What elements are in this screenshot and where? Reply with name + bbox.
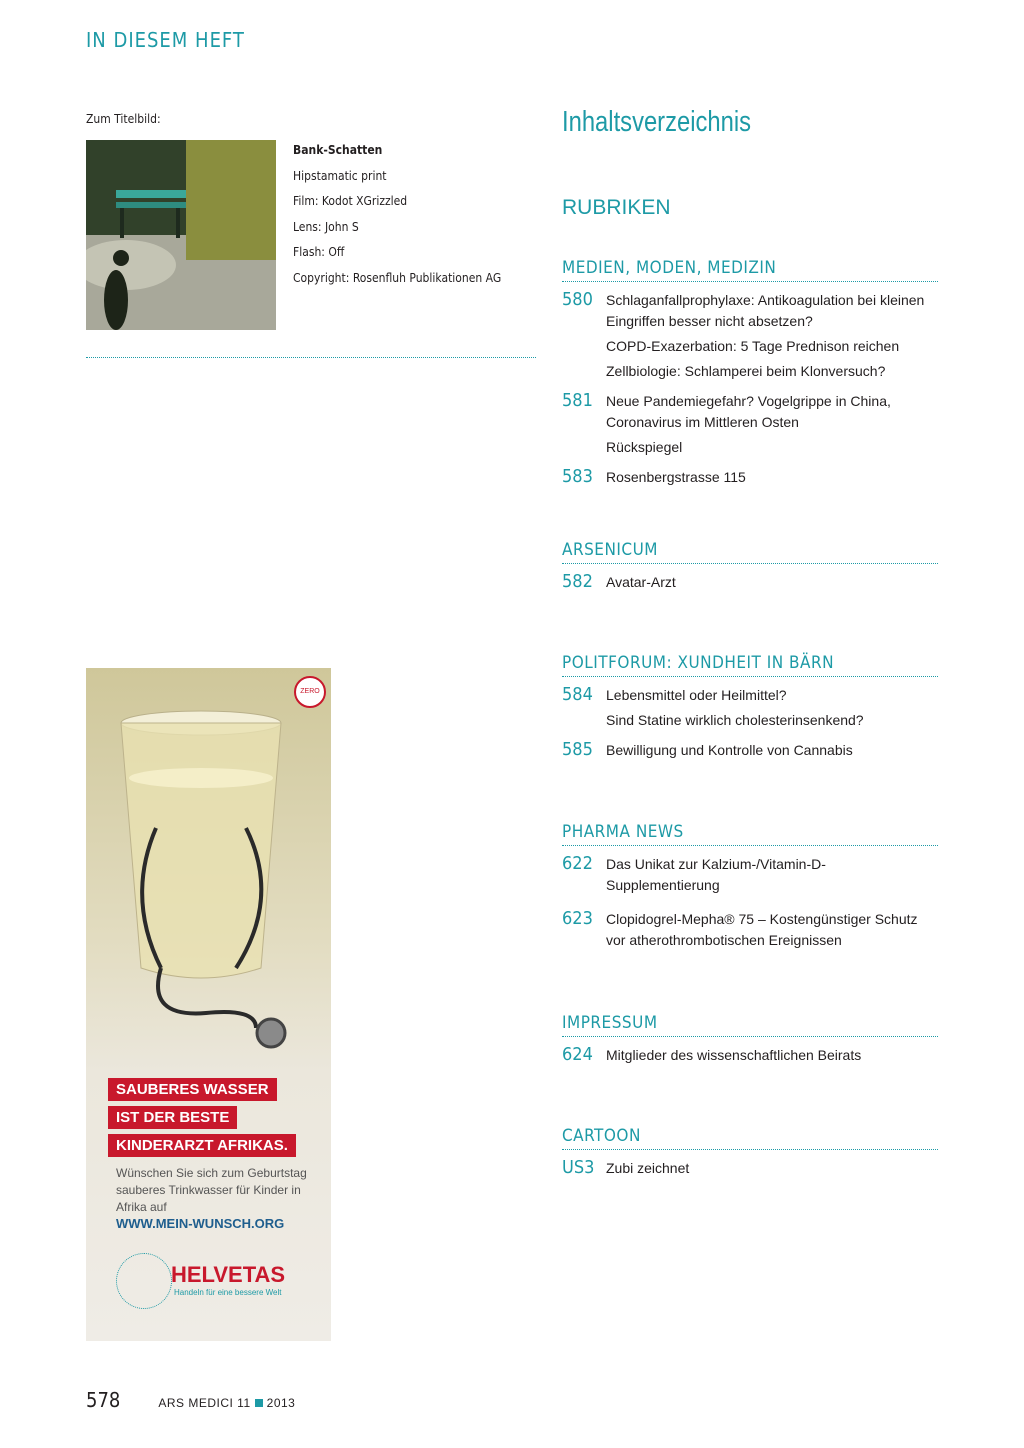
cover-info: [293, 138, 501, 292]
toc-section: [562, 1126, 938, 1188]
entry-title: COPD-Exazerbation: 5 Tage Prednison reichen: [606, 338, 900, 354]
entry-title: Zubi zeichnet: [606, 1160, 690, 1176]
entry-title: Clopidogrel-Mepha® 75 – Kostengünstiger Schutz vor atherothrombotischen Ereignissen: [606, 911, 918, 948]
toc-section: [562, 822, 938, 960]
toc-section: [562, 258, 938, 497]
entry-title: Bewilligung und Kontrolle von Cannabis: [606, 742, 853, 758]
section-heading: CARTOON: [562, 1126, 938, 1150]
toc-entry[interactable]: [562, 740, 938, 765]
entry-title: Zellbiologie: Schlamperei beim Klonversuch?: [606, 363, 886, 379]
ad-headline: SAUBERES WASSER: [108, 1078, 277, 1101]
toc-entry[interactable]: [562, 854, 938, 900]
zero-badge-icon: ZERO: [294, 676, 326, 708]
toc-section: [562, 653, 938, 770]
ad-headline: IST DER BESTE: [108, 1106, 237, 1129]
toc-entry[interactable]: [562, 909, 938, 955]
toc-subtitle: RUBRIKEN: [562, 196, 671, 219]
water-glass-illustration: [86, 668, 331, 1148]
section-heading: POLITFORUM: XUNDHEIT IN BÄRN: [562, 653, 938, 677]
journal-title: ARS MEDICI 11: [158, 1396, 251, 1410]
toc-entry[interactable]: [562, 391, 938, 462]
journal-name: [158, 1396, 295, 1410]
page-number: 624: [562, 1044, 593, 1065]
cover-title: Bank-Schatten: [293, 143, 383, 157]
toc-title: Inhaltsverzeichnis: [562, 106, 752, 138]
page-number: 585: [562, 739, 593, 760]
entry-title: Avatar-Arzt: [606, 574, 676, 590]
page-number: 580: [562, 289, 593, 310]
page-number: 582: [562, 571, 593, 592]
page-number: 578: [86, 1388, 121, 1412]
ad-headline: KINDERARZT AFRIKAS.: [108, 1134, 296, 1157]
entry-title: Mitglieder des wissenschaftlichen Beirats: [606, 1047, 862, 1063]
divider: [86, 357, 536, 358]
entry-title: Schlaganfallprophylaxe: Antikoagulation bei kleinen Eingriffen besser nicht absetzen?: [606, 292, 925, 329]
page-number: US3: [562, 1157, 595, 1178]
section-header: IN DIESEM HEFT: [86, 28, 245, 52]
toc-entry[interactable]: [562, 1158, 938, 1183]
toc-entry[interactable]: [562, 685, 938, 735]
toc-entry[interactable]: [562, 467, 938, 492]
toc-entry[interactable]: [562, 572, 938, 597]
entry-title: Rückspiegel: [606, 439, 683, 455]
page-number: 584: [562, 684, 593, 705]
globe-icon: [116, 1253, 172, 1309]
section-heading: PHARMA NEWS: [562, 822, 938, 846]
journal-year: 2013: [266, 1396, 296, 1410]
toc-entry[interactable]: [562, 290, 938, 386]
page-number: 622: [562, 853, 593, 874]
entry-title: Rosenbergstrasse 115: [606, 469, 746, 485]
cover-line: Copyright: Rosenfluh Publikationen AG: [293, 270, 502, 285]
entry-title: Lebensmittel oder Heilmittel?: [606, 687, 787, 703]
page-number: 623: [562, 908, 593, 929]
ad-url-link[interactable]: WWW.MEIN-WUNSCH.ORG: [116, 1216, 285, 1231]
cover-photo: [86, 140, 276, 330]
cover-line: Lens: John S: [293, 219, 359, 234]
section-heading: IMPRESSUM: [562, 1013, 938, 1037]
ad-text: Wünschen Sie sich zum Geburtstag sauberes Trinkwasser für Kinder in Afrika auf: [116, 1166, 307, 1214]
brand-tagline: Handeln für eine bessere Welt: [174, 1288, 282, 1297]
page-number: 581: [562, 390, 593, 411]
advertisement[interactable]: [86, 668, 331, 1341]
toc-section: [562, 1013, 938, 1075]
section-heading: ARSENICUM: [562, 540, 938, 564]
entry-title: Sind Statine wirklich cholesterinsenkend?: [606, 712, 864, 728]
entry-title: Das Unikat zur Kalzium-/Vitamin-D-Supplementierung: [606, 856, 826, 893]
brand-logo: HELVETAS: [171, 1262, 286, 1287]
square-icon: [255, 1399, 263, 1407]
toc-section: [562, 540, 938, 602]
cover-caption-label: Zum Titelbild:: [86, 112, 161, 126]
toc-entry[interactable]: [562, 1045, 938, 1070]
cover-line: Film: Kodot XGrizzled: [293, 194, 408, 209]
cover-line: Hipstamatic print: [293, 168, 387, 183]
footer: [86, 1388, 295, 1412]
section-heading: MEDIEN, MODEN, MEDIZIN: [562, 258, 938, 282]
page-number: 583: [562, 466, 593, 487]
cover-line: Flash: Off: [293, 245, 345, 260]
entry-title: Neue Pandemiegefahr? Vogelgrippe in China, Coronavirus im Mittleren Osten: [606, 393, 891, 430]
